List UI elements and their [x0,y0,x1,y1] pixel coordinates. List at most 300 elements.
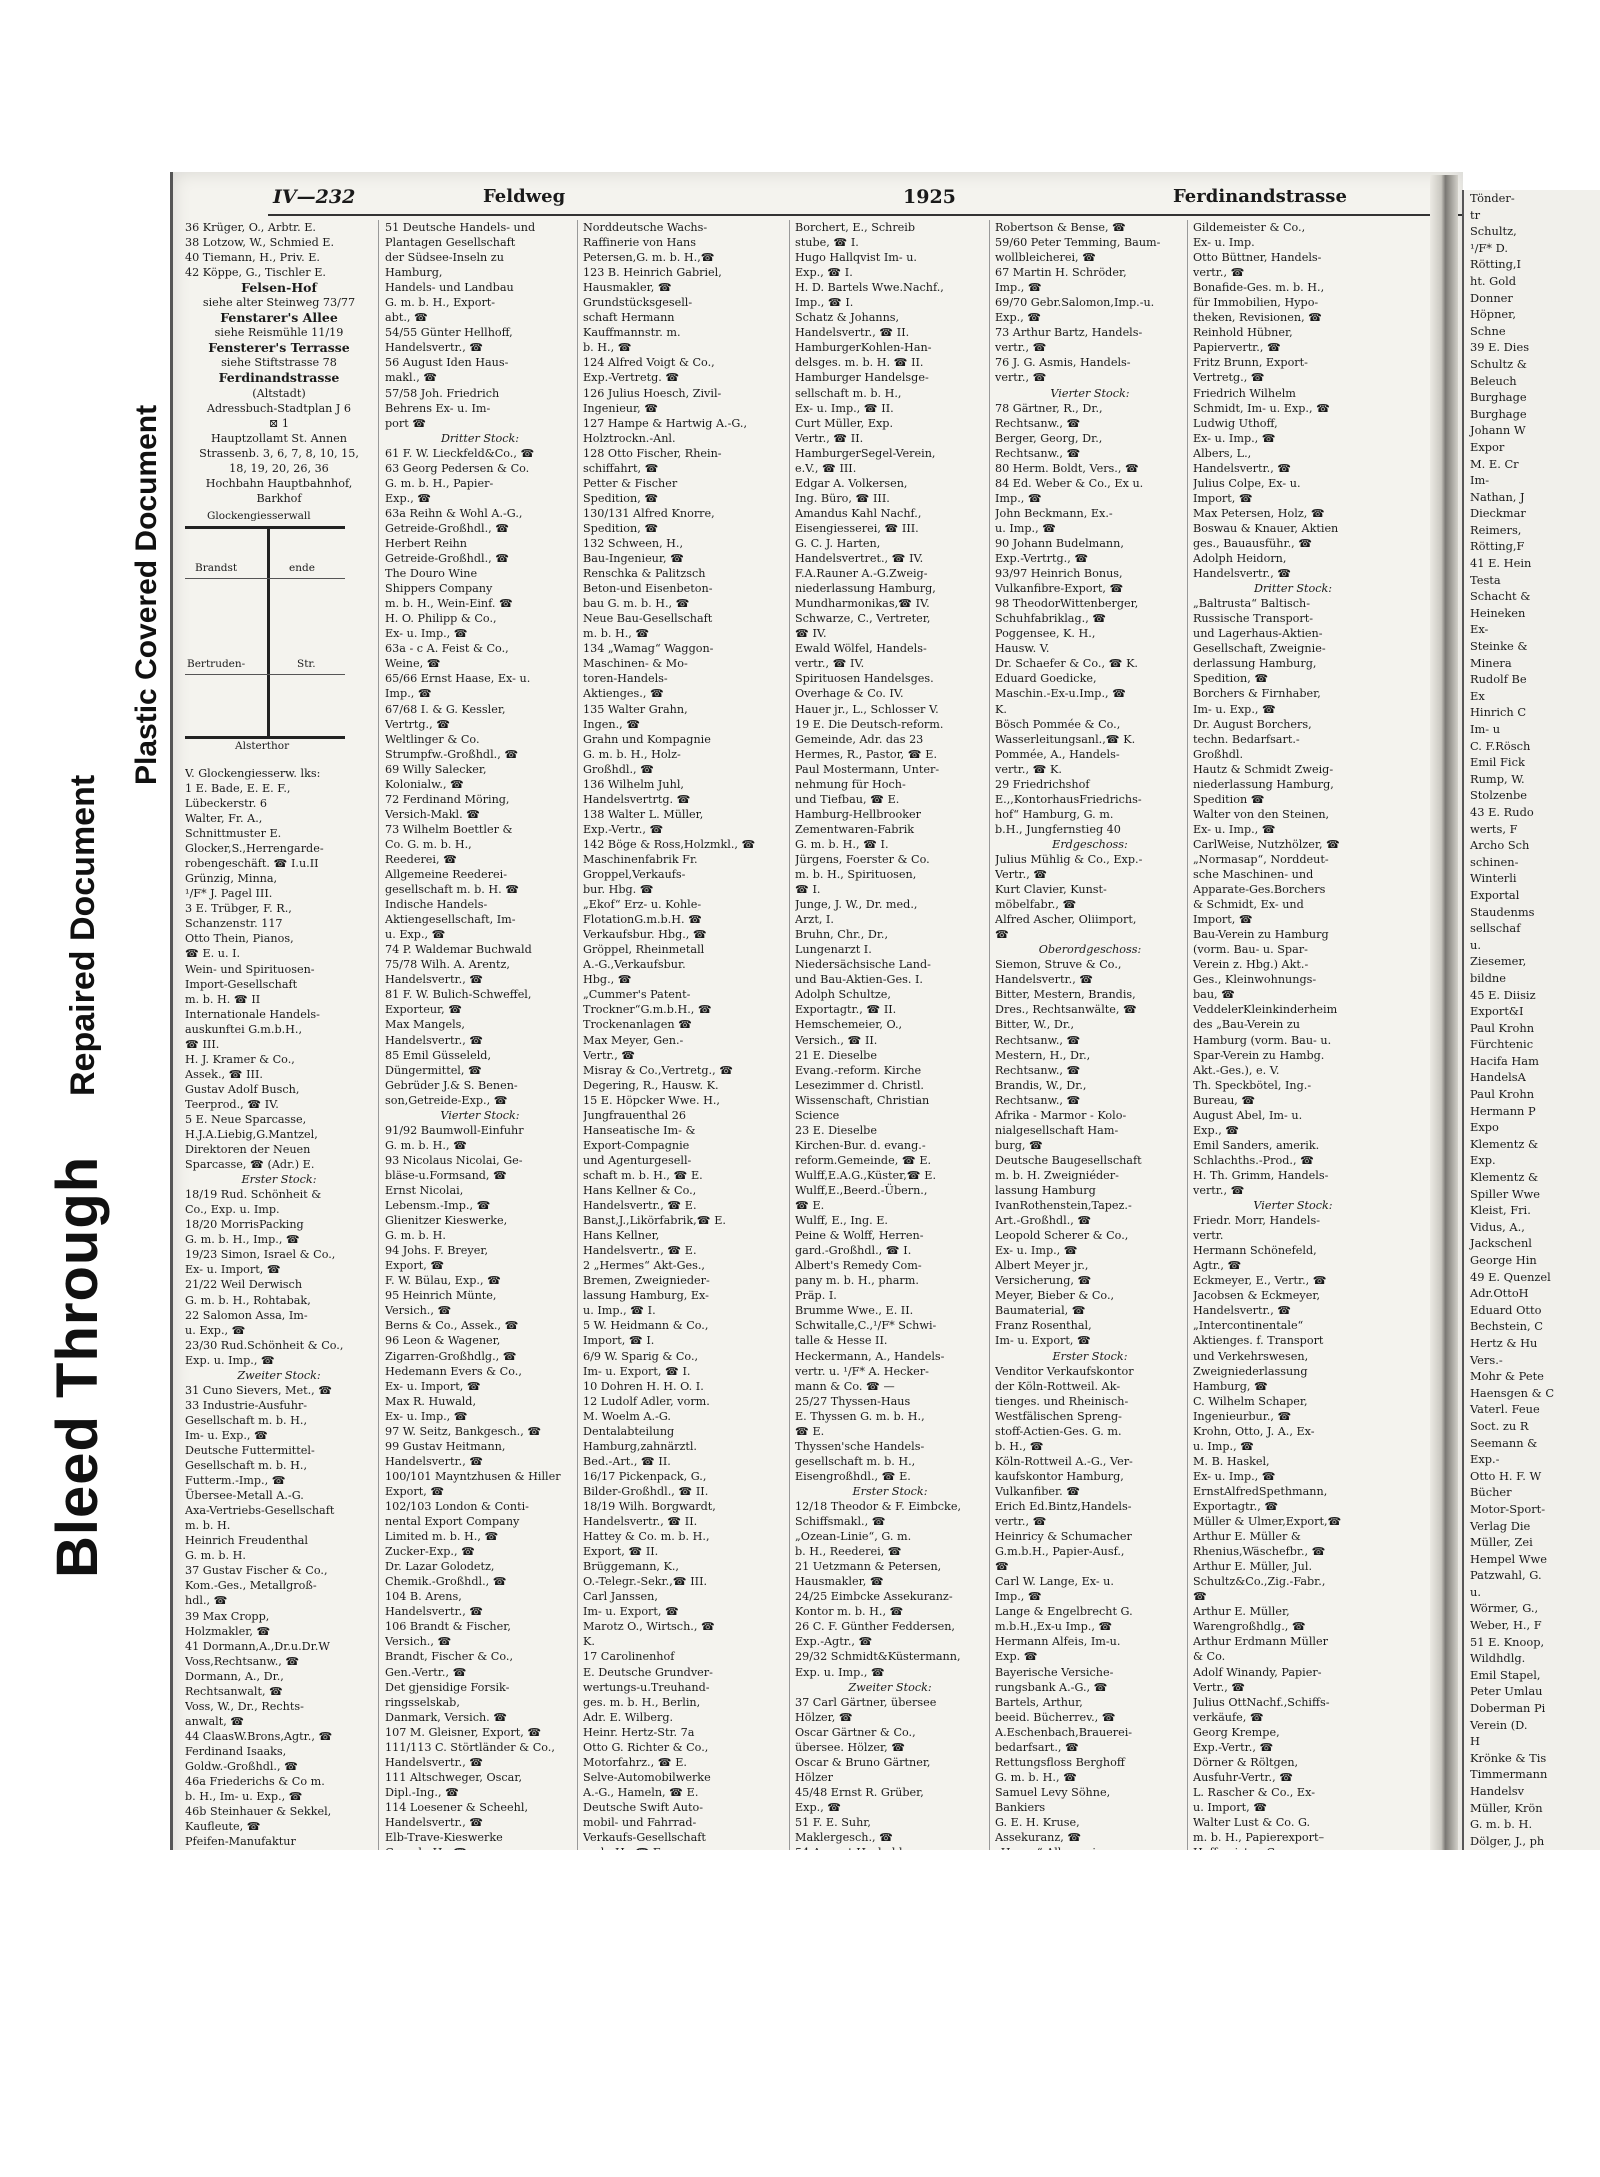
listing-line: Thyssen'sche Handels- [795,1439,925,1453]
adjacent-page-line: Peter Umlau [1470,1684,1543,1699]
listing-line: m. b. H., Papierexport– [1193,1831,1325,1845]
listing-line: tienges. und Rheinisch- [995,1394,1129,1408]
page-header [273,186,1453,214]
listing-line: 33 Industrie-Ausfuhr- [185,1398,308,1412]
adjacent-page-line: HandelsA [1470,1070,1526,1085]
listing-line: beeid. Bücherrev., ☎ [995,1710,1116,1724]
listing-line: Rechtsanw., ☎ [995,446,1081,460]
listing-line: Barkhof [256,491,302,505]
adjacent-page-line: Timmermann [1470,1767,1548,1782]
listing-line: HamburgerKohlen-Han- [795,341,932,355]
listing-line: b. H., ☎ [583,341,632,355]
listing-line: Goldw.-Großhdl., ☎ [185,1759,299,1773]
listing-column [1193,220,1393,2011]
listing-line: Handelsvertr., ☎ II. [795,326,910,340]
listing-line: Exportagtr., ☎ II. [795,1003,897,1017]
listing-line: The Douro Wine [385,567,478,581]
adjacent-page-line: Mohr & Pete [1470,1369,1544,1384]
listing-line: hdl., ☎ [185,1594,228,1608]
header-rule [268,214,1483,216]
map-label-brand: Brandst [195,561,238,574]
listing-line: möbelfabr., ☎ [995,898,1077,912]
adjacent-page-line: Archo Sch [1470,838,1530,853]
map-label-bottom: Alsterthor [235,739,290,752]
listing-line: Wulff,E.A.G.,Küster,☎ E. [795,1168,937,1182]
listing-line: Grünzig, Minna, [185,872,278,886]
listing-line: u. Imp., ☎ I. [583,1304,656,1318]
listing-line: 98 TheodorWittenberger, [995,597,1139,611]
listing-line: und Verkehrswesen, [1193,1349,1309,1363]
listing-line: Vulkanfibre-Export, ☎ [995,582,1124,596]
map-road-bertruden [185,674,345,675]
listing-line: Edgar A. Volkersen, [795,476,908,490]
listing-line: Wein- und Spirituosen- [185,962,315,976]
listing-line: Dr. August Borchers, [1193,717,1312,731]
listing-line: ErnstAlfredSpethmann, [1193,1484,1328,1498]
listing-line: Dörner & Röltgen, [1193,1755,1299,1769]
adjacent-page-line: Tönder- [1470,191,1515,205]
listing-line: Junge, J. W., Dr. med., [795,898,918,912]
listing-line: 99 Gustav Heitmann, [385,1439,506,1453]
listing-line: talle & Hesse II. [795,1334,888,1348]
listing-line: Export-Compagnie [583,1138,690,1152]
listing-line: Handelsvertr., ☎ E. [583,1244,697,1258]
listing-line: Poggensee, K. H., [995,627,1096,641]
stamp-annotations [40,320,190,1820]
map-road-top [185,526,345,529]
listing-line: gesellschaft m. b. H. ☎ [385,883,520,897]
listing-line: Meyer, Bieber & Co., [995,1289,1115,1303]
listing-line: Oscar Gärtner & Co., [795,1725,916,1739]
listing-line: V. Glockengiesserw. lks: [185,766,321,780]
listing-line: Bau-Verein zu Hamburg [1193,928,1329,942]
adjacent-page-line: Im- u [1470,722,1501,736]
listing-line: Hausw. V. [995,642,1050,656]
listing-line: bedarfsart., ☎ [995,1740,1079,1754]
listing-line: m. b. H., ☎ [583,627,650,641]
listing-line: Bösch Pommée & Co., [995,717,1121,731]
listing-line: Deutsche Swift Auto- [583,1800,703,1814]
listing-line: G. m. b. H., Papier- [385,476,494,490]
listing-line: Hochbahn Hauptbahnhof, [205,476,353,490]
listing-line: Exp. ☎ [995,1650,1038,1664]
listing-line: Lebensm.-Imp., ☎ [385,1199,491,1213]
listing-line: Kauffmannstr. m. [583,326,681,340]
listing-line: Ingen., ☎ [583,717,641,731]
listing-line: b.H., Jungfernstieg 40 [995,822,1121,836]
listing-line: August Abel, Im- u. [1193,1108,1303,1122]
listing-line: Getreide-Großhdl., ☎ [385,521,510,535]
listing-line: Im- u. Export, ☎ I. [583,1364,691,1378]
listing-line: Oberordgeschoss: [1038,943,1142,957]
listing-line: Vertr., ☎ [1193,1680,1246,1694]
listing-line: Hemschemeier, O., [795,1018,903,1032]
adjacent-page-line: Soct. zu R [1470,1418,1529,1433]
listing-line: Versich-Makl. ☎ [385,807,481,821]
listing-line: Ferdinandstrasse [218,370,340,386]
adjacent-page-line: Rump, W. [1470,771,1525,786]
listing-line: Dritter Stock: [1253,582,1333,596]
adjacent-page-line: Steinke & [1470,639,1528,654]
listing-line: Schatz & Johanns, [795,311,900,325]
listing-column [385,220,575,2011]
listing-line: VeddelerKleinkinderheim [1193,1003,1338,1017]
column-divider [789,220,790,1960]
listing-line: Gildemeister & Co., [1193,221,1306,234]
listing-line: Glienitzer Kieswerke, [385,1214,508,1228]
listing-line: Hamburg,zahnärztl. [583,1439,697,1453]
adjacent-page-line: Verein (D. [1470,1717,1528,1732]
listing-line: Handelsvertr., ☎ [385,1454,484,1468]
listing-line: 21 Uetzmann & Petersen, [795,1560,942,1574]
listing-line: A.-G., Hameln, ☎ E. [583,1785,699,1799]
adjacent-page-line: Im- [1470,473,1490,488]
listing-line: Im- u. Export, ☎ [995,1334,1091,1348]
listing-line: m. b. H., Spirituosen, [795,868,917,882]
listing-line: Ex- u. Import, ☎ [185,1263,281,1277]
adjacent-page-line: Hacifa Ham [1470,1053,1539,1068]
listing-line: und Agenturgesell- [583,1153,692,1167]
listing-line: Bau-Ingenieur, ☎ [583,552,685,566]
adjacent-page-line: Testa [1470,572,1501,587]
adjacent-page-line: Müller, Zei [1470,1535,1533,1550]
listing-line: Imp., ☎ [385,687,432,701]
listing-line: 100/101 Mayntzhusen & Hiller [385,1469,561,1483]
listing-line: (vorm. Bau- u. Spar- [1193,943,1308,957]
adjacent-page-line: M. E. Cr [1470,456,1519,471]
listing-line: A.Eschenbach,Brauerei- [995,1725,1133,1739]
listing-line: nehmung für Hoch- [795,777,906,791]
listing-line: Det gjensidige Forsik- [385,1680,510,1694]
listing-line: Schuhfabriklag., ☎ [995,612,1107,626]
listing-line: port ☎ [385,416,427,430]
listing-line: schaft Hermann [583,311,675,325]
listing-line: der Köln-Rottweil. Ak- [995,1379,1121,1393]
listing-line: Vertr., ☎ [995,868,1048,882]
listing-line: Reederei, ☎ [385,852,458,866]
listing-line: 24/25 Eimbcke Assekuranz- [795,1590,953,1604]
listing-line: Otto Thein, Pianos, [185,932,294,946]
listing-line: Hans Kellner & Co., [583,1184,697,1197]
listing-line: 124 Alfred Voigt & Co., [583,356,715,370]
listing-line: Maklergesch., ☎ [795,1831,894,1845]
listing-line: Schwarze, C., Vertreter, [795,612,931,626]
listing-line: G. m. b. H., Holz- [583,747,681,761]
listing-line: 74 P. Waldemar Buchwald [385,943,532,957]
listing-line: ☎ [995,1560,1009,1574]
listing-line: Exp., ☎ [795,1800,842,1814]
listing-line: 127 Hampe & Hartwig A.-G., [583,416,748,430]
listing-line: 138 Walter L. Müller, [583,807,704,821]
listing-line: derlassung Hamburg, [1193,657,1317,671]
listing-line: Max R. Huwald, [385,1394,477,1408]
listing-line: Rettungsfloss Berghoff [995,1755,1125,1769]
listing-line: Ewald Wölfel, Handels- [795,642,927,656]
listing-line: HamburgerSegel-Verein, [795,446,936,460]
listing-line: Import, ☎ I. [583,1334,655,1348]
listing-line: Groppel,Verkaufs- [583,868,686,882]
listing-line: Lange & Engelbrecht G. [995,1605,1133,1619]
listing-line: 61 F. W. Lieckfeld&Co., ☎ [385,446,535,460]
listing-line: Trockenanlagen ☎ [583,1018,693,1032]
listing-line: 94 Johs. F. Breyer, [385,1244,489,1258]
listing-line: „Baltrusta“ Baltisch- [1193,597,1311,611]
listing-line: 18/19 Wilh. Borgwardt, [583,1499,716,1513]
adjacent-page-line: Paul Krohn [1470,1087,1535,1102]
adjacent-page-line: Rudolf Be [1470,672,1527,687]
listing-line: Jacobsen & Eckmeyer, [1193,1289,1321,1303]
listing-line: Export, ☎ II. [583,1545,659,1559]
listing-line: 91/92 Baumwoll-Einfuhr [385,1123,524,1137]
listing-line: Arthur Erdmann Müller [1193,1635,1328,1649]
listing-line: Agtr., ☎ [1193,1259,1242,1273]
listing-line: Zigarren-Großhdlg., ☎ [385,1349,517,1363]
listing-line: 36 Krüger, O., Arbtr. E. [185,221,316,234]
listing-line: Vierter Stock: [440,1108,520,1122]
listing-line: O.-Telegr.-Sekr.,☎ III. [583,1575,708,1589]
listing-line: rungsbank A.-G., ☎ [995,1680,1108,1694]
listing-line: M. Woelm A.-G. [583,1409,671,1423]
listing-line: niederlassung Hamburg, [1193,777,1334,791]
listing-line: Ernst Nicolai, [385,1184,464,1197]
listing-line: kaufskontor Hamburg, [995,1469,1124,1483]
listing-line: Elb-Trave-Kieswerke [385,1831,503,1845]
listing-line: „Cummer's Patent- [583,988,691,1002]
map-road-brand [185,578,345,579]
listing-line: Kontor m. b. H., ☎ [795,1605,904,1619]
listing-line: Brandt, Fischer & Co., [385,1650,514,1664]
adjacent-page-line: Haensgen & C [1470,1385,1555,1400]
listing-line: theken, Revisionen, ☎ [1193,311,1323,325]
listing-line: Teerprod., ☎ IV. [185,1097,279,1111]
listing-line: Berger, Georg, Dr., [995,431,1103,445]
listing-line: Oscar & Bruno Gärtner, [795,1755,931,1769]
listing-line: Walter von den Steinen, [1193,807,1330,821]
listing-line: Limited m. b. H., ☎ [385,1530,499,1544]
listing-line: Rechtsanw., ☎ [995,1063,1081,1077]
listing-line: Bruhn, Chr., Dr., [795,928,889,942]
listing-line: vertr., ☎ [1193,1184,1245,1197]
listing-line: 102/103 London & Conti- [385,1499,529,1513]
listing-line: Eisengiesserei, ☎ III. [795,521,919,535]
listing-line: mann & Co. ☎ — [795,1379,895,1393]
listing-line: (Altstadt) [252,386,306,400]
listing-line: Ex- u. Imp., ☎ [1193,1469,1276,1483]
listing-line: Assek., ☎ III. [185,1067,263,1081]
listing-line: Art.-Großhdl., ☎ [995,1214,1092,1228]
listing-line: Boswau & Knauer, Aktien [1193,521,1339,535]
listing-line: u. Imp., ☎ [995,521,1057,535]
listing-line: G.m.b.H., Papier-Ausf., [995,1545,1125,1559]
listing-line: Handelsvertr., ☎ [995,973,1094,987]
listing-line: 93/97 Heinrich Bonus, [995,567,1123,581]
listing-line: Hermann Schönefeld, [1193,1244,1317,1258]
listing-line: 44 ClaasW.Brons,Agtr., ☎ [185,1729,333,1743]
listing-line: 25/27 Thyssen-Haus [795,1394,911,1408]
listing-line: Niedersächsische Land- [795,958,931,972]
adjacent-page-line: schinen- [1470,854,1519,869]
street-map [185,510,350,760]
listing-line: Exp.-Agtr., ☎ [795,1635,873,1649]
listing-line: pany m. b. H., pharm. [795,1274,919,1288]
listing-line: Arthur E. Müller, Jul. [1193,1560,1313,1574]
listing-line: 19/23 Simon, Israel & Co., [185,1248,336,1262]
adjacent-page-line: Exportal [1470,887,1520,902]
listing-line: 12 Ludolf Adler, vorm. [583,1394,710,1408]
listing-line: Gröppel, Rheinmetall [583,943,705,957]
listing-line: Präp. I. [795,1289,837,1303]
listing-line: Hans Kellner, [583,1229,660,1243]
listing-line: e.V., ☎ III. [795,461,857,475]
column-divider [989,220,990,1960]
listing-line: 57/58 Joh. Friedrich [385,386,500,400]
listing-line: Köln-Rottweil A.-G., Ver- [995,1454,1133,1468]
adjacent-page-line: Reimers, [1470,522,1522,537]
listing-line: Deutsche Futtermittel- [185,1444,315,1457]
listing-line: Kirchen-Bur. d. evang.- [795,1138,926,1152]
adjacent-page-line: Adr.OttoH [1470,1286,1529,1301]
listing-line: Müller & Ulmer,Export,☎ [1193,1515,1342,1529]
listing-line: H. Th. Grimm, Handels- [1193,1168,1329,1182]
listing-line: Handelsvertr., ☎ [385,1755,484,1769]
listing-line: Emil Sanders, amerik. [1193,1138,1320,1152]
listing-line: Heinrich Freudenthal [185,1534,308,1548]
listing-line: 3 E. Trübger, F. R., [185,902,292,916]
adjacent-page-line: Hinrich C [1470,705,1527,720]
listing-line: vertr., ☎ [995,1515,1047,1529]
listing-line: delsges. m. b. H. ☎ II. [795,356,924,370]
listing-line: „Ozean-Linie“, G. m. [795,1530,912,1544]
listing-line: Max Petersen, Holz, ☎ [1193,506,1325,520]
listing-line: Vertrtg., ☎ [385,717,451,731]
adjacent-page-line: Kleist, Fri. [1470,1203,1531,1218]
adjacent-page-line: werts, F [1470,821,1518,836]
listing-line: Mestern, H., Dr., [995,1048,1091,1062]
listing-line: Bed.-Art., ☎ II. [583,1454,671,1468]
listing-line: Julius Colpe, Ex- u. [1193,476,1301,490]
listing-line: G. m. b. H., Imp., ☎ [185,1233,300,1247]
listing-line: 75/78 Wilh. A. Arentz, [385,958,510,972]
listing-line: 90 Johann Budelmann, [995,536,1124,550]
repaired-document-stamp: Repaired Document [64,774,102,1096]
adjacent-page-line: Export&I [1470,1004,1524,1019]
listing-line: 31 Cuno Sievers, Met., ☎ [185,1383,333,1397]
listing-line: K. [583,1635,595,1649]
map-label-ende: ende [289,561,315,574]
listing-line: Handelsvertr., ☎ II. [583,1515,698,1529]
listing-line: ¹/F* J. Pagel III. [185,887,273,901]
listing-line: F. W. Bülau, Exp., ☎ [385,1274,502,1288]
listing-line: stube, ☎ I. [795,236,859,250]
listing-line: Jungfrauenthal 26 [583,1108,686,1122]
adjacent-page-line: Dölger, J., ph [1470,1833,1545,1848]
listing-line: Ex- u. Import, ☎ [385,1379,481,1393]
listing-line: 97 W. Seitz, Bankgesch., ☎ [385,1424,542,1438]
listing-line: Assekuranz, ☎ [995,1831,1082,1845]
listing-line: Erdgeschoss: [1052,837,1128,851]
listing-line: Gesellschaft m. b. H., [185,1413,308,1427]
listing-line: Ingenieur, ☎ [583,401,659,415]
listing-line: ringsselskab, [385,1695,460,1709]
listing-line: Handelsvertr., ☎ [1193,1304,1292,1318]
adjacent-page-line: Exp.- [1470,1452,1500,1467]
listing-line: Gemeinde, Adr. das 23 [795,732,924,746]
listing-line: Hamburg (vorm. Bau- u. [1193,1033,1332,1047]
listing-line: Weltlinger & Co. [385,732,480,746]
map-road-main [267,526,270,736]
listing-line: Eisengroßhdl., ☎ E. [795,1469,911,1483]
listing-line: Dentalabteilung [583,1424,675,1438]
listing-line: Gebrüder J.& S. Benen- [385,1078,518,1092]
listing-line: Ing. Büro, ☎ III. [795,491,890,505]
listing-line: Grundstücksgesell- [583,296,693,310]
listing-line: lassung Hamburg [995,1184,1096,1197]
listing-line: Schultz&Co.,Zig.-Fabr., [1193,1575,1326,1589]
listing-line: F.A.Rauner A.-G.Zweig- [795,567,928,581]
listing-line: ges., Bauausführ., ☎ [1193,536,1313,550]
listing-line: Im- u. Export, ☎ [583,1605,679,1619]
listing-line: Versich., ☎ [385,1304,452,1318]
adjacent-page-line: Schultz & [1470,356,1527,371]
listing-line: H. O. Philipp & Co., [385,612,497,626]
map-label-top: Glockengiesserwall [207,509,311,522]
listing-line: Schmidt, Im- u. Exp., ☎ [1193,401,1331,415]
listing-line: ☎ E. u. I. [185,947,241,961]
adjacent-page-line: Wörmer, G., [1470,1601,1539,1616]
listing-line: des „Bau-Verein zu [1193,1018,1301,1032]
listing-line: Verkaufs-Gesellschaft [583,1831,706,1845]
listing-line: & Co. [1193,1650,1226,1664]
listing-line: 29/32 Schmidt&Küstermann, [795,1650,961,1664]
listing-line: Borchers & Firnhaber, [1193,687,1321,701]
listing-line: Kurt Clavier, Kunst- [995,883,1107,897]
listing-line: 65/66 Ernst Haase, Ex- u. [385,672,531,686]
listing-line: Ex- u. Imp. [1193,236,1255,250]
adjacent-page-line: Donner [1470,290,1513,305]
listing-line: Gen.-Vertr., ☎ [385,1665,467,1679]
listing-line: 10 Dohren H. H. O. I. [583,1379,704,1393]
listing-line: Danmark, Versich. ☎ [385,1710,508,1724]
listing-line: ⊠ 1 [268,416,290,430]
listing-column [995,220,1185,1996]
listing-line: Versich., ☎ [385,1635,452,1649]
listing-line: Schanzenstr. 117 [185,917,283,931]
adjacent-page-line: Handelsv [1470,1784,1525,1798]
listing-line: Alfred Ascher, Oliimport, [995,913,1137,927]
listing-line: Import-Gesellschaft [185,977,298,991]
listing-line: der Südsee-Inseln zu [385,251,504,265]
listing-line: Exp., ☎ [1193,1123,1240,1137]
listing-line: Voss,Rechtsanw., ☎ [185,1654,300,1668]
listing-line: 111 Altschweger, Oscar, [385,1770,523,1784]
listing-line: Marotz O., Wirtsch., ☎ [583,1620,715,1634]
adjacent-page-line: 39 E. Dies [1470,340,1530,355]
listing-line: 41 Dormann,A.,Dr.u.Dr.W [185,1639,330,1653]
map-label-bertruden: Bertruden- [187,657,246,670]
listing-line: son,Getreide-Exp., ☎ [385,1093,508,1107]
listing-line: und Tiefbau, ☎ E. [795,792,900,806]
listing-line: Hautz & Schmidt Zweig- [1193,762,1334,776]
listing-line: 111/113 C. Störtländer & Co., [385,1740,555,1754]
listing-line: E.,,KontorhausFriedrichs- [995,792,1142,806]
adjacent-page-line: Verlag Die [1470,1518,1531,1533]
listing-line: Jürgens, Foerster & Co. [795,852,930,866]
listing-line: Strumpfw.-Großhdl., ☎ [385,747,519,761]
listing-line: Spar-Verein zu Hambg. [1193,1048,1325,1062]
listing-line: Berns & Co., Assek., ☎ [385,1319,519,1333]
listing-line: 67/68 I. & G. Kessler, [385,702,506,716]
listing-line: Schiffsmakl., ☎ [795,1515,886,1529]
